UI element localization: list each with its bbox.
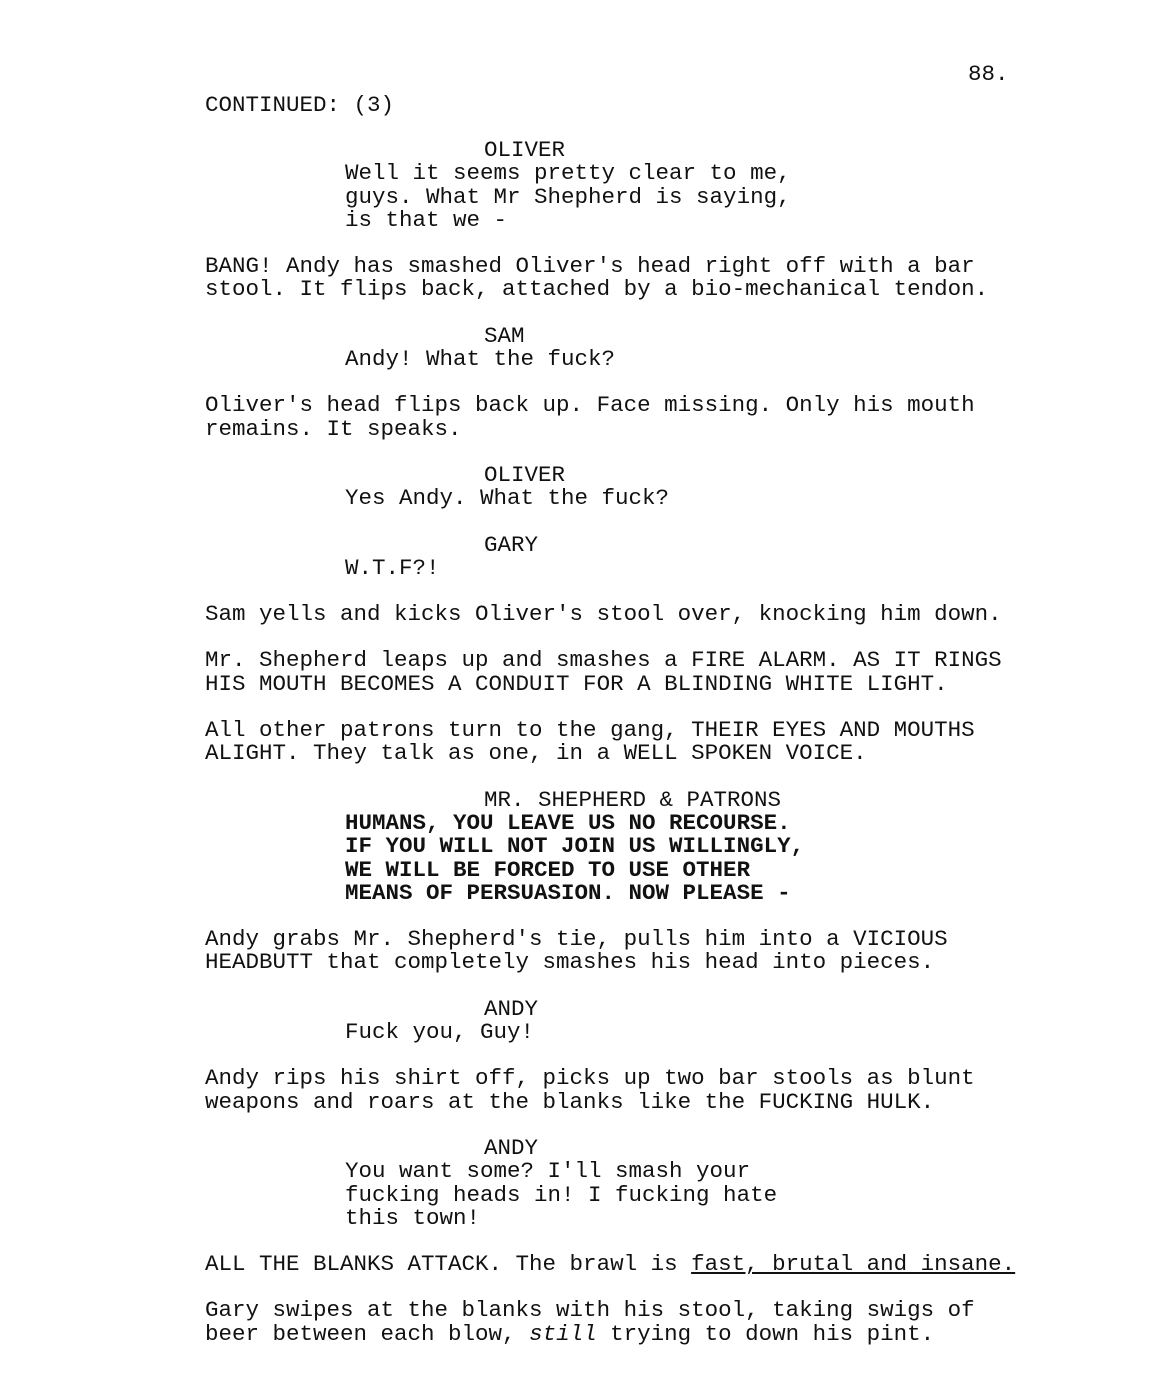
script-body (205, 139, 1105, 1369)
action-line: HEADBUTT that completely smashes his head into pieces. (205, 949, 935, 976)
character-name: GARY (484, 531, 539, 558)
action-line: weapons and roars at the blanks like the FUCKING HULK. (205, 1088, 935, 1115)
action-line: remains. It speaks. (205, 415, 462, 442)
dialogue-line: HUMANS, YOU LEAVE US NO RECOURSE. (345, 809, 791, 836)
character-name: MR. SHEPHERD & PATRONS (484, 786, 782, 813)
action-line: Oliver's head flips back up. Face missing. Only his mouth (205, 392, 975, 419)
dialogue-line: Yes Andy. What the fuck? (345, 485, 670, 512)
dialogue-block (205, 139, 1105, 232)
character-name: SAM (484, 322, 525, 349)
character-name: ANDY (484, 1134, 539, 1161)
italic-text: still (529, 1320, 597, 1347)
action-line: ALL THE BLANKS ATTACK. The brawl is fast, brutal and insane. (205, 1251, 1016, 1278)
dialogue-block (205, 531, 1105, 581)
dialogue-line: Well it seems pretty clear to me, (345, 160, 791, 187)
character-name: OLIVER (484, 137, 566, 163)
dialogue-block (205, 786, 1105, 906)
action-block (205, 649, 1105, 696)
action-block (205, 1299, 1105, 1346)
action-line: Andy rips his shirt off, picks up two bar stools as blunt (205, 1065, 975, 1092)
dialogue-block (205, 995, 1105, 1046)
dialogue-line: WE WILL BE FORCED TO USE OTHER (345, 856, 751, 883)
action-block (205, 1067, 1105, 1114)
character-name: OLIVER (484, 461, 566, 488)
dialogue-block (205, 461, 1105, 512)
continued-header: CONTINUED: (3) (205, 92, 395, 118)
dialogue-line: Andy! What the fuck? (345, 346, 616, 373)
dialogue-line: is that we - (345, 206, 508, 233)
action-line: beer between each blow, still trying to down his pint. (205, 1320, 935, 1347)
action-line: Mr. Shepherd leaps up and smashes a FIRE ALARM. AS IT RINGS (205, 647, 1002, 674)
action-line: ALIGHT. They talk as one, in a WELL SPOKEN VOICE. (205, 740, 867, 767)
action-line: All other patrons turn to the gang, THEIR EYES AND MOUTHS (205, 717, 975, 744)
dialogue-line: fucking heads in! I fucking hate (345, 1181, 778, 1208)
action-line: BANG! Andy has smashed Oliver's head right off with a bar (205, 253, 975, 280)
action-block (205, 1253, 1105, 1276)
action-block (205, 394, 1105, 441)
underlined-text: fast, brutal and insane. (691, 1251, 1016, 1278)
action-block (205, 719, 1105, 766)
dialogue-line: guys. What Mr Shepherd is saying, (345, 183, 791, 210)
character-name: ANDY (484, 995, 539, 1022)
dialogue-block (205, 1134, 1105, 1231)
dialogue-line: IF YOU WILL NOT JOIN US WILLINGLY, (345, 833, 805, 860)
action-block (205, 255, 1105, 302)
action-line: Andy grabs Mr. Shepherd's tie, pulls him into a VICIOUS (205, 926, 948, 953)
dialogue-line: this town! (345, 1204, 481, 1231)
action-line: Sam yells and kicks Oliver's stool over, knocking him down. (205, 601, 1002, 628)
action-block (205, 603, 1105, 626)
action-block (205, 928, 1105, 975)
dialogue-line: W.T.F?! (345, 554, 440, 581)
dialogue-block (205, 322, 1105, 373)
dialogue-line: MEANS OF PERSUASION. NOW PLEASE - (345, 879, 791, 906)
action-line: HIS MOUTH BECOMES A CONDUIT FOR A BLINDING WHITE LIGHT. (205, 670, 948, 697)
action-line: Gary swipes at the blanks with his stool, taking swigs of (205, 1297, 975, 1324)
dialogue-line: You want some? I'll smash your (345, 1158, 751, 1185)
page-number: 88. (968, 61, 1009, 87)
action-line: stool. It flips back, attached by a bio-mechanical tendon. (205, 276, 989, 303)
dialogue-line: Fuck you, Guy! (345, 1019, 535, 1046)
